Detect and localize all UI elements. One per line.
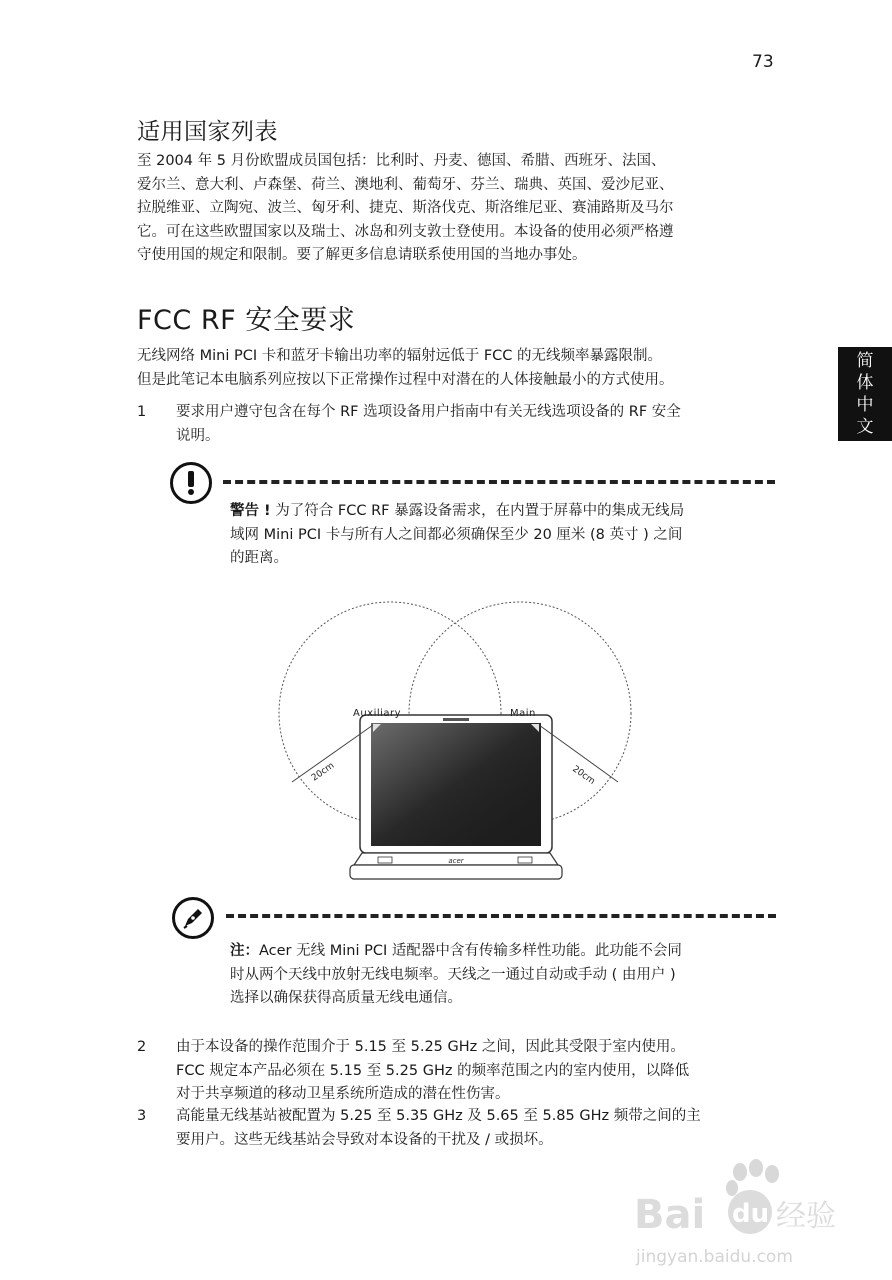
paragraph-line: 但是此笔记本电脑系列应按以下正常操作过程中对潜在的人体接触最小的方式使用。: [137, 371, 674, 388]
screen-glare: [371, 723, 541, 846]
paragraph-line: 守使用国的规定和限制。要了解更多信息请联系使用国的当地办事处。: [137, 247, 587, 263]
hinge-left: [378, 857, 392, 863]
paragraph-line: 至 2004 年 5 月份欧盟成员国包括：比利时、丹麦、德国、希腊、西班牙、法国、: [137, 153, 666, 169]
main-distance-label: 20cm: [570, 764, 597, 787]
laptop-base: [350, 865, 562, 879]
paragraph-line: 时从两个天线中放射无线电频率。天线之一通过自动或手动 ( 由用户 ): [230, 966, 676, 983]
paragraph-line: 由于本设备的操作范围介于 5.15 至 5.25 GHz 之间，因此其受限于室内使用。: [176, 1039, 685, 1055]
watermark-url: jingyan.baidu.com: [636, 1247, 793, 1267]
main-antenna-label: Main: [510, 708, 536, 719]
language-tab-char: 中: [856, 395, 874, 415]
paragraph-line: 的距离。: [230, 550, 288, 566]
warning-line-text: 为了符合 FCC RF 暴露设备需求，在内置于屏幕中的集成无线局: [270, 503, 685, 519]
section-title-fcc: FCC RF 安全要求: [137, 305, 356, 336]
aux-antenna-label: Auxiliary: [353, 708, 402, 719]
antenna-diagram: [270, 595, 650, 895]
list-item-text: [176, 1105, 786, 1152]
language-tab-char: 体: [856, 373, 874, 393]
divider-dashed: [223, 480, 775, 484]
paragraph-line: 高能量无线基站被配置为 5.25 至 5.35 GHz 及 5.65 至 5.85 GHz 频带之间的主: [176, 1108, 701, 1124]
paragraph-line: 爱尔兰、意大利、卢森堡、荷兰、澳地利、葡萄牙、芬兰、瑞典、英国、爱沙尼亚、: [137, 176, 674, 193]
paragraph-line: 对于共享频道的移动卫星系统所造成的潜在性伤害。: [176, 1086, 510, 1102]
countries-paragraph: [137, 150, 787, 268]
page-number: 73: [752, 52, 774, 72]
paragraph-line: 说明。: [176, 427, 220, 444]
paragraph-line: 它。可在这些欧盟国家以及瑞士、冰岛和列支敦士登使用。本设备的使用必须严格遵: [137, 223, 674, 240]
paragraph-line: 无线网络 Mini PCI 卡和蓝牙卡输出功率的辐射远低于 FCC 的无线频率暴露限制。: [137, 348, 663, 364]
warning-text: [230, 500, 775, 571]
list-item-text: [176, 1036, 786, 1107]
hinge-right: [518, 857, 532, 863]
paragraph-line: 要用户。这些无线基站会导致对本设备的干扰及 / 或损坏。: [176, 1131, 553, 1148]
note-icon: [172, 897, 214, 939]
watermark-cn: 经验: [776, 1199, 836, 1234]
paragraph-line: FCC 规定本产品必须在 5.15 至 5.25 GHz 的频率范围之内的室内使用，以降低: [176, 1062, 690, 1079]
language-tab-char: 简: [856, 351, 874, 371]
warning-icon: [170, 462, 212, 504]
list-item-number: 1: [137, 404, 147, 420]
warning-label: 警告 !: [230, 503, 271, 519]
divider-dashed: [226, 914, 776, 918]
language-tab-char: 文: [856, 417, 874, 437]
watermark-brand-du: du: [732, 1199, 770, 1229]
paragraph-line: 拉脱维亚、立陶宛、波兰、匈牙利、捷克、斯洛伐克、斯洛维尼亚、赛浦路斯及马尔: [137, 200, 674, 216]
webcam-bar: [443, 718, 469, 721]
pen-icon: [179, 904, 207, 932]
watermark-brand: Bai: [634, 1192, 706, 1238]
list-item-number: 2: [137, 1039, 147, 1055]
paragraph-line: 选择以确保获得高质量无线电通信。: [230, 990, 462, 1006]
list-item-number: 3: [137, 1108, 147, 1124]
paragraph-line: [230, 940, 775, 964]
list-item-text: [176, 401, 786, 448]
note-label: 注：: [230, 943, 259, 959]
exclamation-icon: [184, 470, 198, 496]
fcc-intro-paragraph: [137, 345, 787, 392]
section-title-countries: 适用国家列表: [137, 119, 278, 145]
paragraph-line: 要求用户遵守包含在每个 RF 选项设备用户指南中有关无线选项设备的 RF 安全: [176, 404, 681, 420]
aux-distance-label: 20cm: [309, 760, 337, 784]
note-line-text: Acer 无线 Mini PCI 适配器中含有传输多样性功能。此功能不会同: [259, 943, 682, 959]
laptop-logo: acer: [448, 857, 464, 865]
paragraph-line: 域网 Mini PCI 卡与所有人之间都必须确保至少 20 厘米 (8 英寸 ) 之间: [230, 526, 683, 543]
language-tab: [838, 347, 892, 441]
paragraph-line: [230, 500, 775, 524]
note-text: [230, 940, 775, 1011]
baidu-watermark: [632, 1158, 852, 1270]
